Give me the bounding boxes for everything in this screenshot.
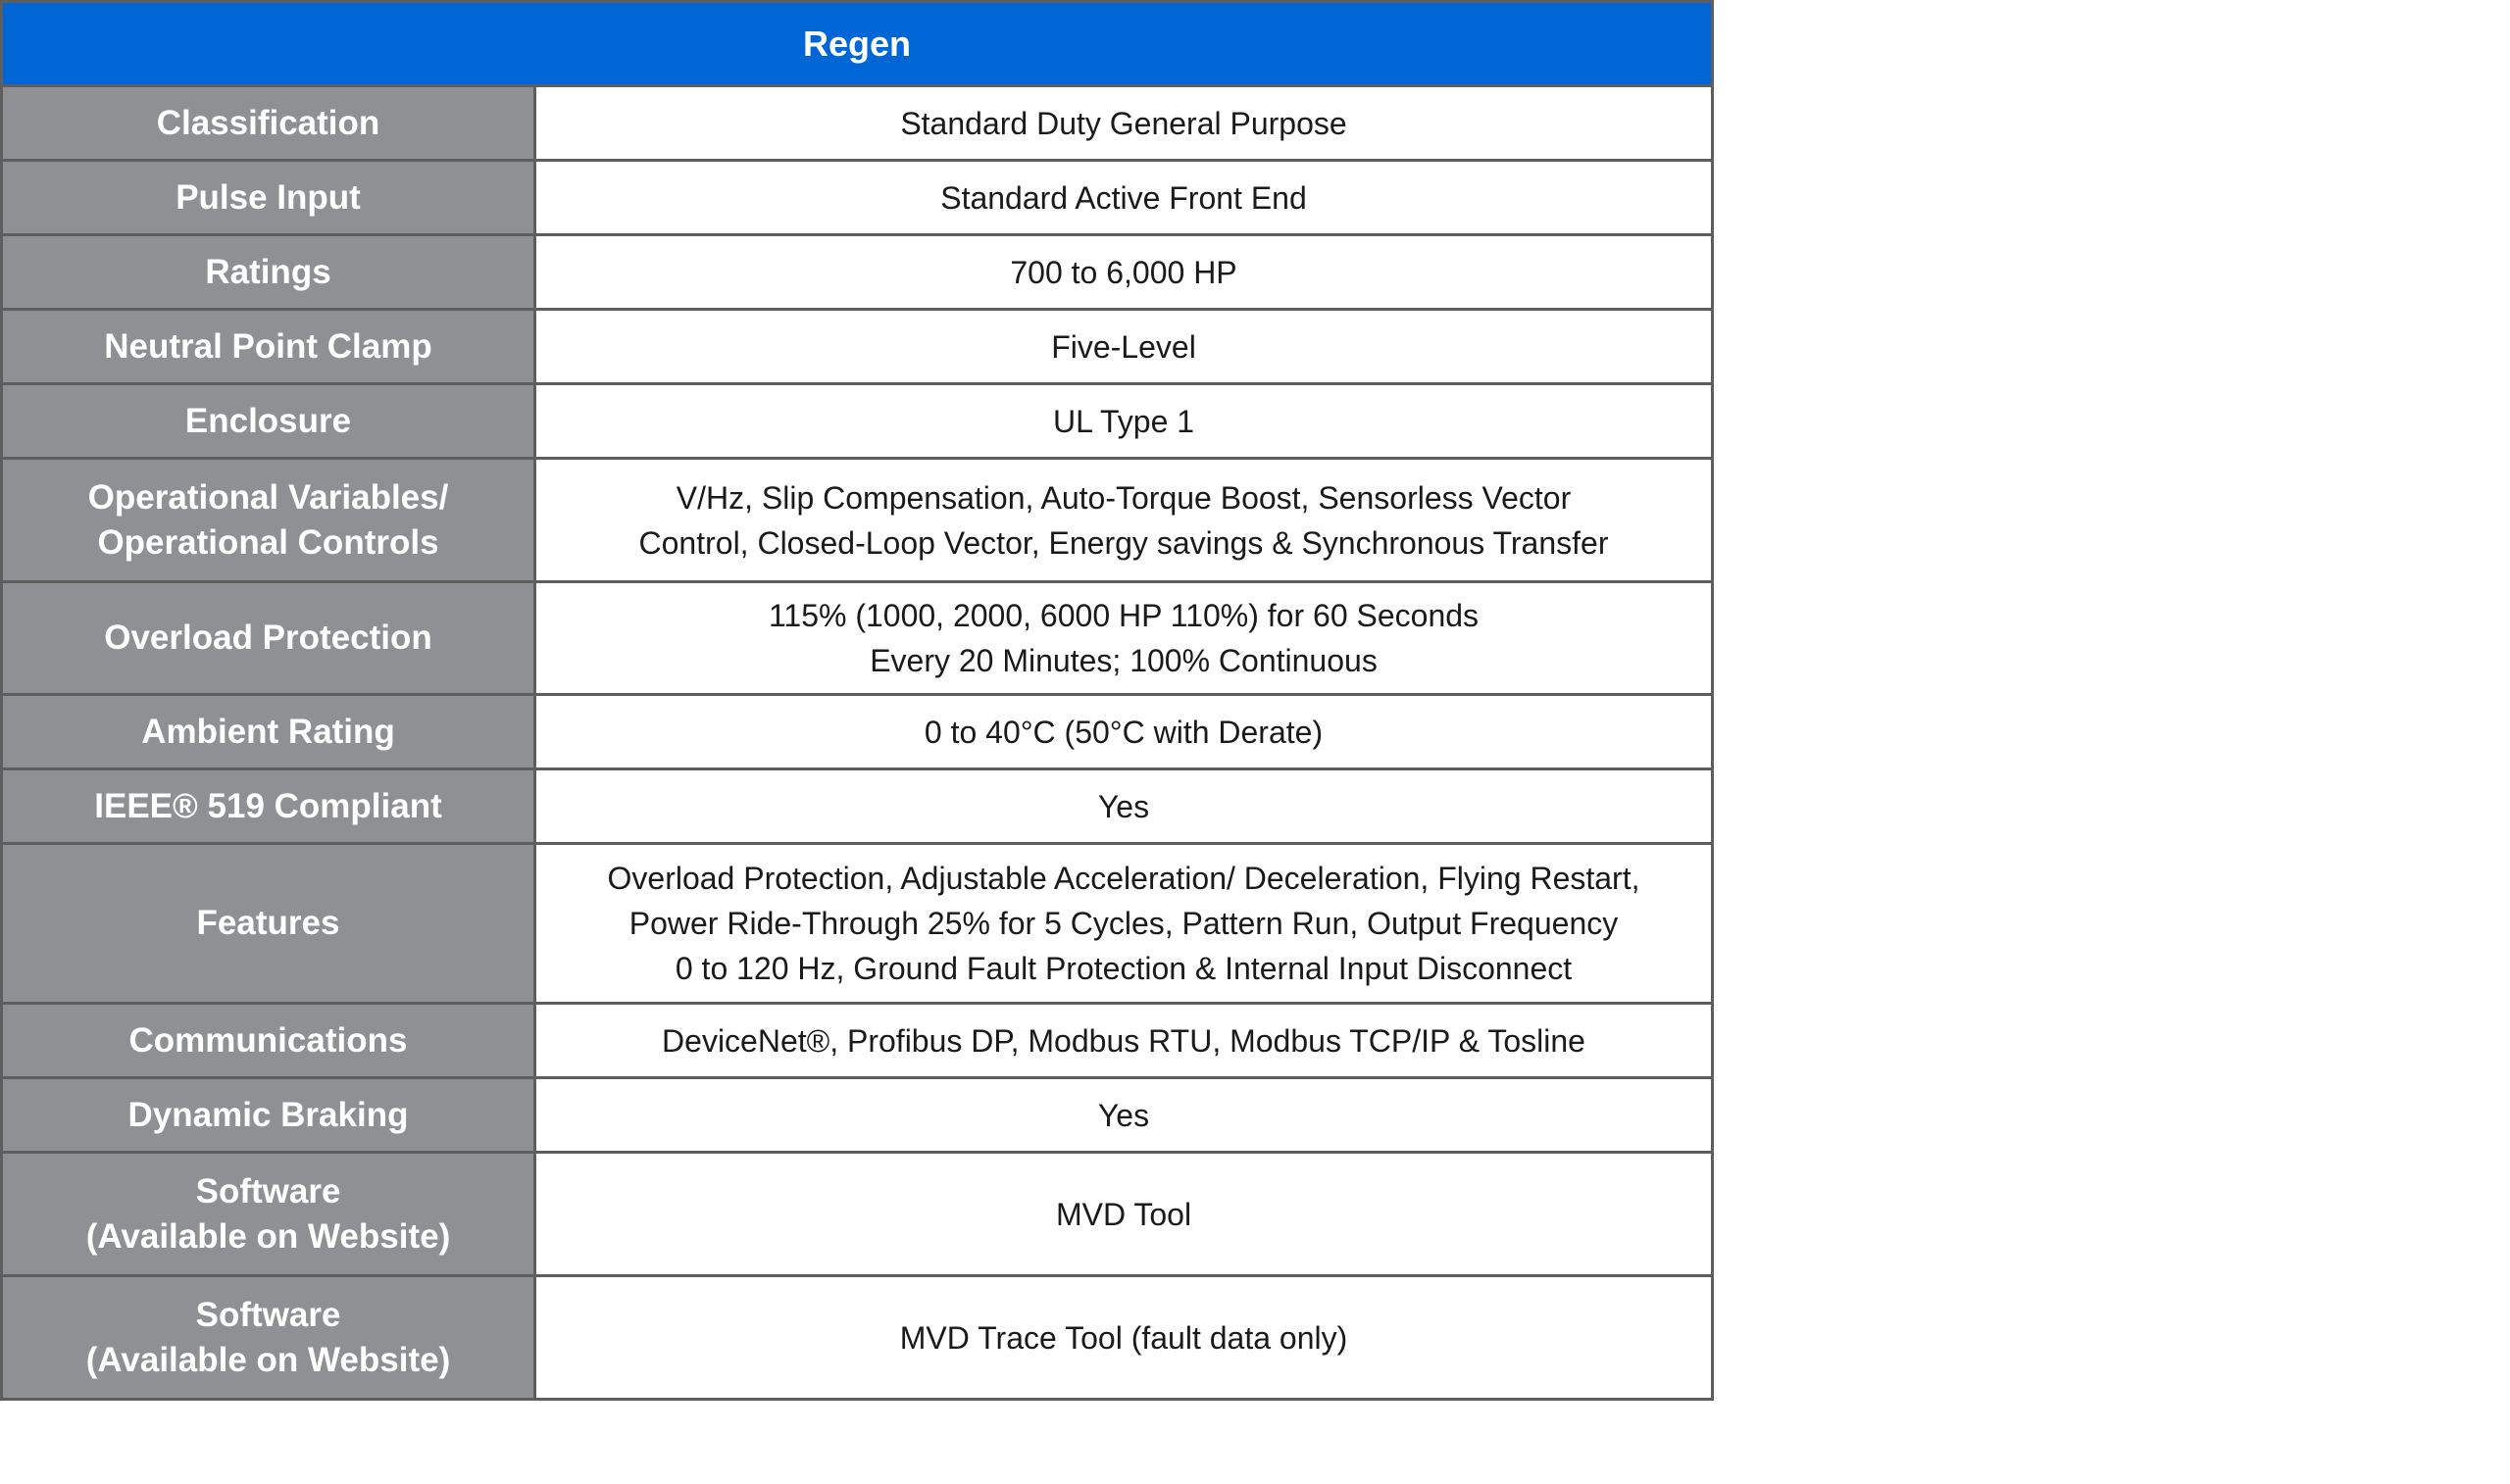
row-value-line: MVD Tool [1055,1196,1192,1232]
row-value-line: V/Hz, Slip Compensation, Auto-Torque Boost, Sensorless Vector [676,479,1572,516]
row-value-line: Control, Closed-Loop Vector, Energy savings & Synchronous Transfer [638,524,1609,561]
row-value-line: DeviceNet®, Profibus DP, Modbus RTU, Modbus TCP/IP & Tosline [662,1022,1585,1059]
row-label-line: Enclosure [184,401,352,440]
row-label [2,695,535,769]
row-value [535,1078,1713,1153]
table-row [2,310,1713,384]
row-label [2,459,535,582]
row-value [535,769,1713,844]
table-row [2,844,1713,1004]
row-value [535,459,1713,582]
row-value-line: 700 to 6,000 HP [1010,254,1237,290]
row-label [2,384,535,459]
row-value-line: MVD Trace Tool (fault data only) [899,1319,1348,1356]
row-label [2,582,535,695]
table-header-row [2,2,1713,86]
row-label [2,235,535,310]
table-row [2,384,1713,459]
row-value [535,582,1713,695]
table-row [2,1153,1713,1276]
row-value [535,1276,1713,1400]
row-label [2,1276,535,1400]
row-value-line: Standard Duty General Purpose [900,105,1347,141]
table-row [2,1078,1713,1153]
row-label-line: Operational Variables/ [87,477,449,517]
row-label [2,1153,535,1276]
row-label-line: Pulse Input [176,177,361,217]
row-value [535,1153,1713,1276]
row-label-line: Ambient Rating [141,712,395,751]
table-row [2,86,1713,161]
row-label-line: Overload Protection [104,618,432,657]
row-value [535,86,1713,161]
row-value-line: UL Type 1 [1052,403,1195,439]
row-label-line: Classification [156,103,380,142]
row-label-line: (Available on Website) [85,1340,451,1379]
row-label-line: (Available on Website) [85,1216,451,1256]
row-value [535,384,1713,459]
row-label [2,161,535,235]
row-label [2,1004,535,1078]
row-value-line: Yes [1097,788,1150,824]
row-label [2,769,535,844]
table-row [2,1276,1713,1400]
row-label-line: IEEE® 519 Compliant [94,786,442,825]
row-value [535,844,1713,1004]
row-value-line: Yes [1097,1097,1150,1133]
row-value-line: 0 to 120 Hz, Ground Fault Protection & Internal Input Disconnect [675,951,1573,986]
row-label-line: Operational Controls [97,522,439,562]
row-label-line: Ratings [205,252,331,291]
row-label-line: Communications [128,1020,408,1060]
row-value-line: Overload Protection, Adjustable Acceleration/ Deceleration, Flying Restart, [607,861,1640,896]
row-label-line: Neutral Point Clamp [104,326,432,366]
row-label-line: Dynamic Braking [127,1095,409,1134]
row-value-line: Five-Level [1051,328,1196,365]
table-row [2,695,1713,769]
table-row [2,235,1713,310]
row-value-line: 0 to 40°C (50°C with Derate) [924,714,1324,750]
row-value-line: Standard Active Front End [940,179,1307,216]
row-label [2,86,535,161]
table-row [2,1004,1713,1078]
row-value [535,310,1713,384]
row-value [535,235,1713,310]
table-row [2,582,1713,695]
row-label-line: Features [196,904,340,942]
row-label [2,844,535,1004]
row-value-line: Power Ride-Through 25% for 5 Cycles, Pattern Run, Output Frequency [628,906,1619,941]
table-row [2,459,1713,582]
row-value [535,161,1713,235]
row-label-line: Software [195,1171,341,1211]
row-value-line: Every 20 Minutes; 100% Continuous [870,643,1378,678]
row-value [535,1004,1713,1078]
table-row [2,161,1713,235]
row-label-line: Software [195,1295,341,1334]
row-value-line: 115% (1000, 2000, 6000 HP 110%) for 60 Seconds [768,598,1480,633]
row-label [2,310,535,384]
table-title: Regen [2,2,1713,86]
row-label [2,1078,535,1153]
table-row [2,769,1713,844]
row-value [535,695,1713,769]
